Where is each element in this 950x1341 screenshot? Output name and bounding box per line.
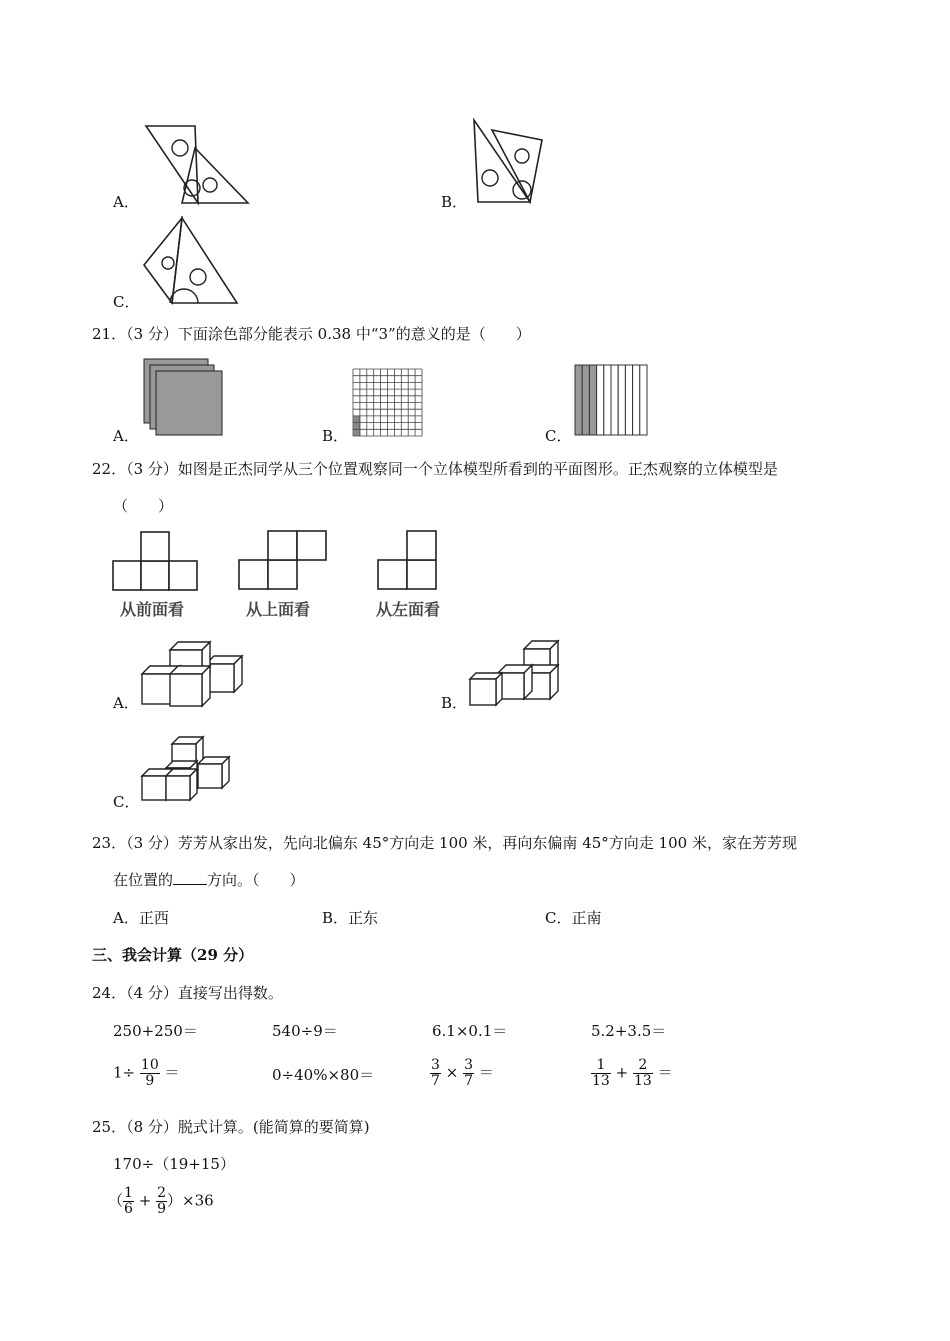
q24-expr-7-fraction-2: $\frac{3}{7}$ xyxy=(464,1057,473,1089)
q23-line2-suffix: 方向。（ ） xyxy=(207,871,305,889)
q20-option-b-label[interactable]: B． xyxy=(441,193,468,211)
q24-expr-2: 540÷9＝ xyxy=(272,1022,338,1040)
section-3-heading: 三、我会计算（29 分） xyxy=(92,946,254,964)
q24-expr-8-fraction-1: $\frac{1}{13}$ xyxy=(592,1057,610,1089)
q22-model-b xyxy=(466,633,568,707)
q23-line2-prefix: 在位置的 xyxy=(113,871,174,889)
q25-expr-2-fraction-2: $\frac{2}{9}$ xyxy=(157,1185,166,1217)
q24-expr-6: 0÷40%×80＝ xyxy=(272,1066,375,1084)
q20-option-c-label[interactable]: C． xyxy=(113,293,140,311)
q23-option-b[interactable]: B．正东 xyxy=(322,909,379,927)
q24-stem: 24．（4 分）直接写出得数。 xyxy=(92,984,283,1002)
q25-expr-2-operator: + xyxy=(138,1191,152,1210)
q24-expr-5-lead: 1÷ xyxy=(113,1063,136,1082)
q22-view-left-figure xyxy=(376,528,440,592)
q22-option-b-label[interactable]: B． xyxy=(441,694,468,712)
q24-expr-8-operator: + xyxy=(615,1063,629,1082)
q21-figure-b-hundred-grid xyxy=(352,368,424,438)
q22-stem: 22．（3 分）如图是正杰同学从三个位置观察同一个立体模型所看到的平面图形。正杰观察的立体模型是 xyxy=(92,460,778,478)
q22-answer-paren[interactable]: （ ） xyxy=(113,497,174,515)
q22-view-front-figure xyxy=(112,530,200,592)
q22-view-left-caption: 从左面看 xyxy=(376,600,441,619)
q23-stem-line2 xyxy=(113,869,305,890)
q21-option-b-label[interactable]: B． xyxy=(322,427,349,445)
q21-figure-a-stacked-squares xyxy=(142,357,226,439)
q24-expr-1: 250+250＝ xyxy=(113,1022,198,1040)
q23-stem-line1: 23．（3 分）芳芳从家出发，先向北偏东 45°方向走 100 米，再向东偏南 45°方向走 100 米，家在芳芳现 xyxy=(92,834,797,852)
q24-expr-7-operator: × xyxy=(445,1063,459,1082)
q25-expr-2-fraction-1: $\frac{1}{6}$ xyxy=(124,1185,133,1217)
q24-expr-7-fraction-1: $\frac{3}{7}$ xyxy=(431,1057,440,1089)
q24-expr-5-equals: ＝ xyxy=(164,1063,180,1082)
q22-view-top-caption: 从上面看 xyxy=(246,600,311,619)
q25-expr-2 xyxy=(108,1186,214,1217)
q21-option-c-label[interactable]: C． xyxy=(545,427,572,445)
q24-expr-7 xyxy=(430,1058,494,1089)
q22-option-c-label[interactable]: C． xyxy=(113,793,140,811)
q21-stem: 21．（3 分）下面涂色部分能表示 0.38 中“3”的意义的是（ ） xyxy=(92,325,531,343)
q24-expr-8-fraction-2: $\frac{2}{13}$ xyxy=(633,1057,652,1089)
q24-expr-3: 6.1×0.1＝ xyxy=(432,1022,508,1040)
q23-option-c[interactable]: C．正南 xyxy=(545,909,602,927)
q23-answer-blank[interactable] xyxy=(173,870,207,885)
q22-view-top-figure xyxy=(237,528,331,592)
q24-expr-5 xyxy=(113,1058,180,1089)
q24-expr-7-equals: ＝ xyxy=(478,1063,494,1082)
q25-expr-2-open-paren: （ xyxy=(108,1191,124,1210)
q20-figure-b xyxy=(470,116,548,206)
q21-option-a-label[interactable]: A． xyxy=(113,427,139,445)
q22-view-front-caption: 从前面看 xyxy=(120,600,185,619)
q24-expr-5-fraction: $\frac{10}{9}$ xyxy=(140,1057,159,1089)
q20-figure-c xyxy=(140,215,242,307)
q23-option-a[interactable]: A．正西 xyxy=(113,909,169,927)
q25-expr-2-close: ）×36 xyxy=(167,1191,214,1210)
q24-expr-4: 5.2+3.5＝ xyxy=(591,1022,667,1040)
q20-figure-a xyxy=(140,120,255,208)
q22-model-c xyxy=(138,734,238,806)
q25-stem: 25．（8 分）脱式计算。(能简算的要简算) xyxy=(92,1118,370,1136)
q24-expr-8 xyxy=(591,1058,673,1089)
q22-option-a-label[interactable]: A． xyxy=(113,694,139,712)
q22-model-a xyxy=(138,636,250,708)
q24-expr-8-equals: ＝ xyxy=(657,1063,673,1082)
q20-option-a-label[interactable]: A． xyxy=(113,193,139,211)
q25-expr-1: 170÷（19+15） xyxy=(113,1155,235,1173)
q21-figure-c-tenth-strips xyxy=(574,364,650,438)
